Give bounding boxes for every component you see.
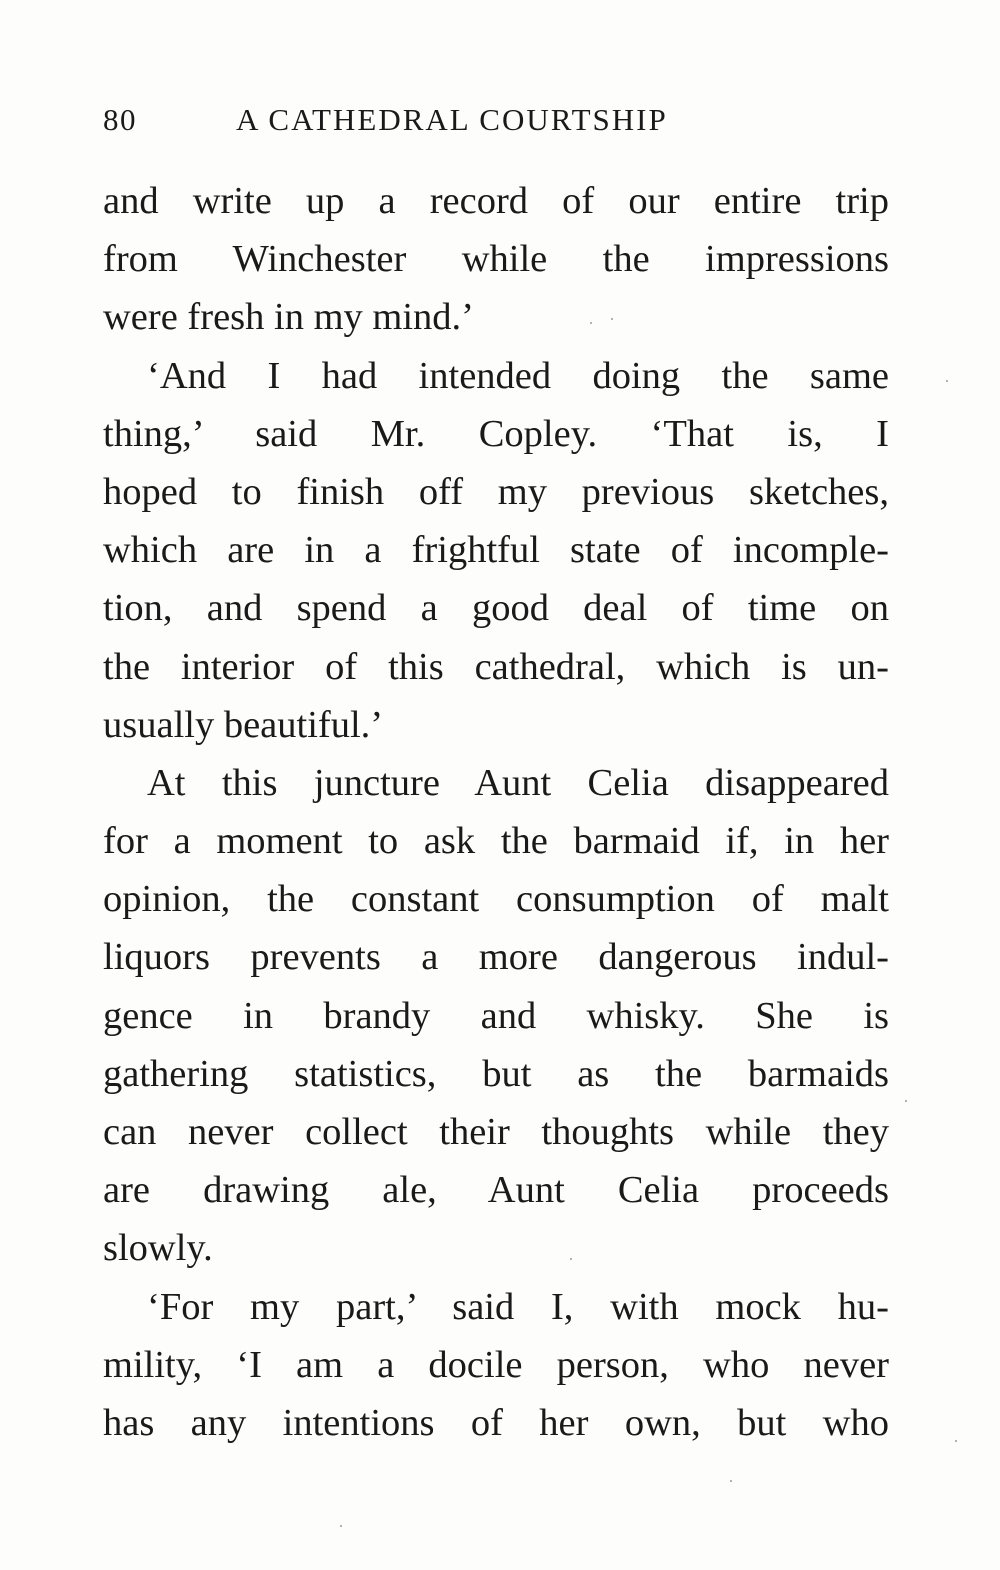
text-line: tion, and spend a good deal of time on xyxy=(103,587,889,630)
text-line: ‘And I had intended doing the same xyxy=(147,354,889,397)
text-line: gence in brandy and whisky. She is xyxy=(103,994,889,1037)
text-line: opinion, the constant consumption of malt xyxy=(103,878,889,921)
page-number: 80 xyxy=(103,102,137,137)
scan-speck xyxy=(590,322,592,324)
text-line: were fresh in my mind.’ xyxy=(103,296,474,339)
text-line: are drawing ale, Aunt Celia proceeds xyxy=(103,1169,889,1212)
text-line: from Winchester while the impressions xyxy=(103,238,889,281)
text-line: hoped to finish off my previous sketches, xyxy=(103,470,889,513)
text-line: liquors prevents a more dangerous indul- xyxy=(103,936,889,979)
text-line: usually beautiful.’ xyxy=(103,703,384,746)
text-line: has any intentions of her own, but who xyxy=(103,1401,889,1444)
scan-speck xyxy=(905,1100,907,1102)
text-line: the interior of this cathedral, which is un- xyxy=(103,645,889,688)
text-line: which are in a frightful state of incomple- xyxy=(103,529,889,572)
scan-speck xyxy=(611,318,613,320)
text-line: for a moment to ask the barmaid if, in her xyxy=(103,820,889,863)
book-title: A CATHEDRAL COURTSHIP xyxy=(236,102,668,137)
scan-speck xyxy=(570,1258,572,1260)
text-line: slowly. xyxy=(103,1227,213,1270)
text-line: ‘For my part,’ said I, with mock hu- xyxy=(147,1285,889,1328)
text-line: can never collect their thoughts while they xyxy=(103,1111,889,1153)
scan-speck xyxy=(946,380,948,382)
text-line: thing,’ said Mr. Copley. ‘That is, I xyxy=(103,412,889,455)
text-line: At this juncture Aunt Celia disappeared xyxy=(147,761,889,804)
scan-speck xyxy=(340,1525,342,1527)
text-line: gathering statistics, but as the barmaids xyxy=(103,1052,889,1095)
text-line: mility, ‘I am a docile person, who never xyxy=(103,1343,889,1386)
body-text xyxy=(103,172,889,1452)
scan-speck xyxy=(730,1480,732,1482)
running-head xyxy=(103,102,903,142)
scan-speck xyxy=(955,1440,957,1442)
text-line: and write up a record of our entire trip xyxy=(103,180,889,222)
